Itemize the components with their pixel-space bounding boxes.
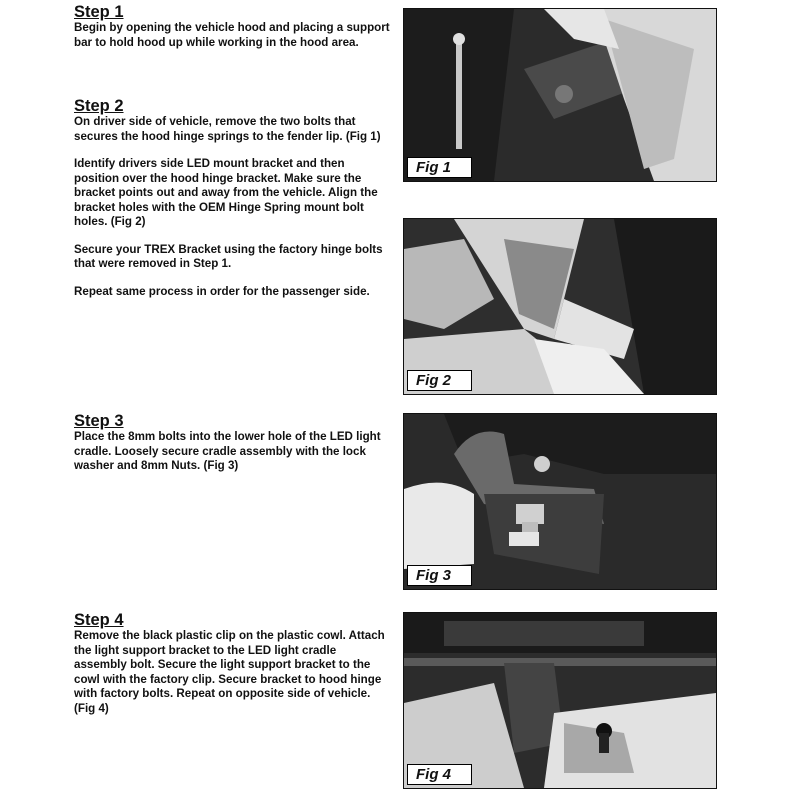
step-2-paragraph-1: On driver side of vehicle, remove the two bolts that secures the hood hinge springs to the fender lip. (Fig 1)	[74, 115, 381, 143]
figure-4-label: Fig 4	[407, 764, 472, 785]
figure-3-label: Fig 3	[407, 565, 472, 586]
figure-1	[403, 8, 717, 182]
step-1-paragraph-1: Begin by opening the vehicle hood and placing a support bar to hold hood up while working in the hood area.	[74, 21, 390, 49]
figure-3	[403, 413, 717, 590]
step-2	[74, 97, 392, 312]
figure-2-photo	[404, 219, 716, 394]
step-3-title: Step 3	[74, 412, 124, 430]
step-3-paragraph-1: Place the 8mm bolts into the lower hole of the LED light cradle. Loosely secure cradle assembly with the lock washer and 8mm Nuts. (Fig 3)	[74, 430, 381, 472]
step-2-title: Step 2	[74, 97, 124, 115]
step-1	[74, 3, 392, 63]
step-4	[74, 611, 392, 729]
figure-1-photo	[404, 9, 716, 181]
step-1-title: Step 1	[74, 3, 124, 21]
step-3	[74, 412, 392, 487]
figure-3-photo	[404, 414, 716, 589]
step-4-title: Step 4	[74, 611, 124, 629]
figure-4	[403, 612, 717, 789]
figure-2-label: Fig 2	[407, 370, 472, 391]
step-4-paragraph-1: Remove the black plastic clip on the plastic cowl. Attach the light support bracket to the LED light cradle assembly bolt. Secure the light support bracket to the cowl with the factory clip. Secure bracket to hood hinge with factory bolts. Repeat on opposite side of vehicle. (Fig 4)	[74, 629, 385, 715]
figure-2	[403, 218, 717, 395]
figure-1-label: Fig 1	[407, 157, 472, 178]
step-2-paragraph-3: Secure your TREX Bracket using the factory hinge bolts that were removed in Step 1.	[74, 242, 383, 270]
step-2-paragraph-4: Repeat same process in order for the passenger side.	[74, 284, 370, 298]
figure-4-photo	[404, 613, 716, 788]
step-2-paragraph-2: Identify drivers side LED mount bracket and then position over the hood hinge bracket. Make sure the bracket points out and away from the vehicle. Align the bracket holes with the OEM Hinge Spring mount bolt holes. (Fig 2)	[74, 157, 378, 228]
